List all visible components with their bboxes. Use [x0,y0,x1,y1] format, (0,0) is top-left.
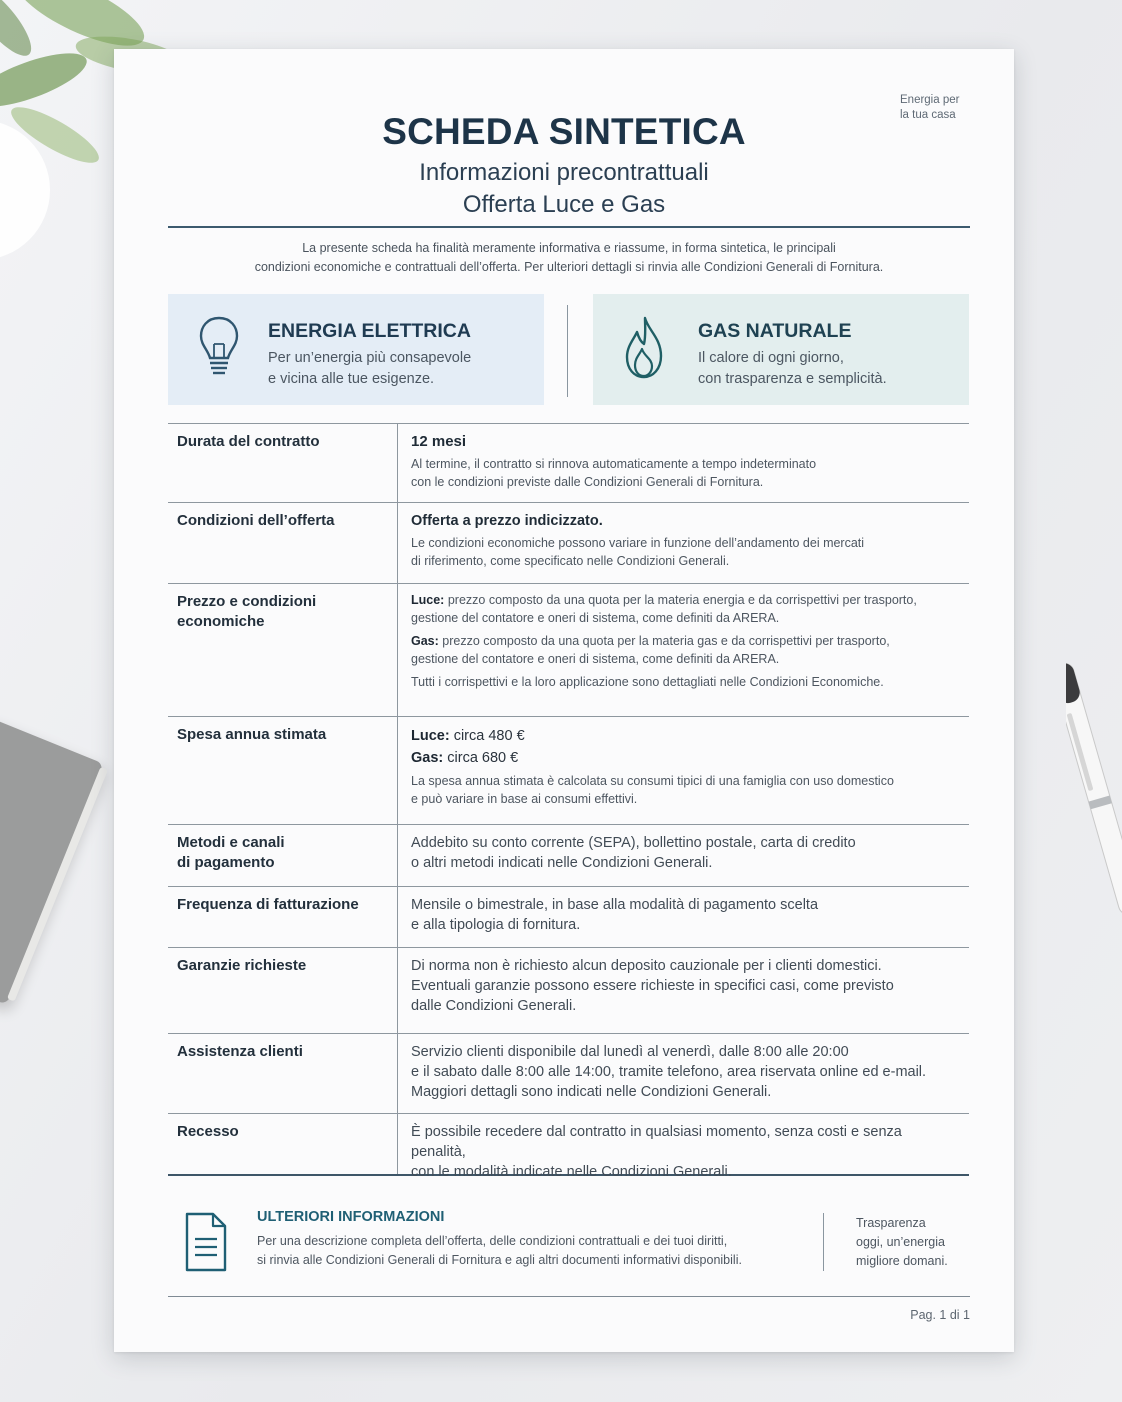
row-label [177,833,387,873]
row-value [397,948,969,1033]
footer-rule [168,1296,970,1297]
row-label-line-2: di pagamento [177,854,275,871]
document-icon [184,1211,228,1273]
row-value [397,1034,969,1113]
table-row-support [168,1033,969,1113]
row-value [397,825,969,886]
row-text-3: Maggiori dettagli sono indicati nelle Condizioni Generali. [411,1084,772,1100]
gas-text-1: prezzo composto da una quota per la materia gas e da corrispettivi per trasporto, [442,634,890,648]
table-row-guarantees [168,947,969,1033]
row-text-1: Mensile o bimestrale, in base alla modalità di pagamento scelta [411,897,819,913]
luce-key: Luce: [411,728,450,744]
row-text-1: Di norma non è richiesto alcun deposito cauzionale per i clienti domestici. [411,958,882,974]
row-note-1: Al termine, il contratto si rinnova automaticamente a tempo indeterminato [411,457,817,471]
page-title: SCHEDA SINTETICA [382,111,746,152]
footer-divider [823,1213,824,1271]
table-row-billing [168,886,969,947]
table-row-price [168,583,969,716]
electricity-card-line-2: e vicina alle tue esigenze. [268,371,435,387]
subtitle-line-1: Informazioni precontrattuali [419,159,709,186]
further-info-line-2: si rinvia alle Condizioni Generali di Fornitura e agli altri documenti informativi disponibili. [257,1253,742,1267]
row-label: Recesso [177,1123,239,1140]
table-row-duration [168,423,969,502]
further-info-text [257,1232,797,1270]
luce-text-2: gestione del contatore e oneri di sistema, come definiti da ARERA. [411,610,780,625]
further-info-title: ULTERIORI INFORMAZIONI [257,1209,445,1225]
row-text-2: o altri metodi indicati nelle Condizioni Generali. [411,855,713,871]
row-text-2: Eventuali garanzie possono essere richieste in specifici casi, come previsto [411,978,894,994]
gas-key: Gas: [411,634,439,648]
row-headline: Offerta a prezzo indicizzato. [411,513,603,529]
slogan-line-1: Trasparenza [856,1216,926,1230]
row-label: Assistenza clienti [177,1043,303,1060]
row-label: Spesa annua stimata [177,726,327,743]
row-text-1: È possibile recedere dal contratto in qualsiasi momento, senza costi e senza penalità, [411,1124,902,1160]
information-sheet [114,49,1014,1352]
row-text-2: con le modalità indicate nelle Condizioni Generali. [411,1164,732,1180]
intro-line-2: condizioni economiche e contrattuali dell’offerta. Per ulteriori dettagli si rinvia alle Condizioni Generali di Fornitura. [254,260,884,274]
summary-table [168,423,969,1180]
row-note-2: e può variare in base ai consumi effettivi. [411,791,638,806]
intro-line-1: La presente scheda ha finalità meramente informativa e riassume, in forma sintetica, le principali [302,241,836,255]
row-value [397,503,969,583]
further-info-section [168,1179,969,1297]
further-info-line-1: Per una descrizione completa dell’offerta, delle condizioni contrattuali e dei tuoi diritti, [257,1234,728,1248]
row-label-line-1: Metodi e canali [177,834,285,851]
flame-icon [621,314,667,382]
row-label: Frequenza di fatturazione [177,896,359,913]
cards-divider [567,305,568,397]
page-subtitle [114,157,1014,221]
electricity-card-title: ENERGIA ELETTRICA [268,320,471,342]
table-row-annual-cost [168,716,969,824]
slogan-line-2: oggi, un’energia [856,1235,945,1249]
price-note: Tutti i corrispettivi e la loro applicazione sono dettagliati nelle Condizioni Economiche. [411,675,884,689]
row-label-line-2: economiche [177,613,265,630]
row-label-line-1: Prezzo e condizioni [177,593,317,610]
gas-card-title: GAS NATURALE [698,320,852,342]
gas-value: circa 680 € [447,750,519,766]
pen-decoration [1066,648,1122,958]
luce-value: circa 480 € [453,728,525,744]
row-label: Condizioni dell’offerta [177,512,335,529]
electricity-card [168,294,544,405]
row-value [397,1114,969,1180]
gas-card-line-1: Il calore di ogni giorno, [698,350,844,366]
row-note-1: Le condizioni economiche possono variare in funzione dell’andamento dei mercati [411,536,865,550]
page-number: Pag. 1 di 1 [910,1308,970,1322]
row-text-3: dalle Condizioni Generali. [411,998,577,1014]
row-label: Durata del contratto [177,433,320,450]
row-text-2: e alla tipologia di fornitura. [411,917,581,933]
intro-text [214,239,924,277]
row-headline: 12 mesi [411,433,467,450]
row-note-2: di riferimento, come specificato nelle Condizioni Generali. [411,553,730,568]
gas-card-text [698,348,958,390]
slogan-line-3: migliore domani. [856,1254,948,1268]
gas-text-2: gestione del contatore e oneri di sistema, come definiti da ARERA. [411,651,780,666]
electricity-card-line-1: Per un’energia più consapevole [268,350,472,366]
table-row-payment [168,824,969,886]
row-text-2: e il sabato dalle 8:00 alle 14:00, tramite telefono, area riservata online ed e-mail. [411,1064,927,1080]
row-value [397,887,969,947]
slogan [856,1214,966,1271]
lightbulb-icon [196,314,242,382]
gas-card [593,294,969,405]
row-note-2: con le condizioni previste dalle Condizioni Generali di Fornitura. [411,474,764,489]
subtitle-line-2: Offerta Luce e Gas [462,191,666,218]
row-text-1: Servizio clienti disponibile dal lunedì al venerdì, dalle 8:00 alle 20:00 [411,1044,849,1060]
row-value [397,717,969,824]
table-row-withdrawal [168,1113,969,1180]
table-row-conditions [168,502,969,583]
row-text-1: Addebito su conto corrente (SEPA), bollettino postale, carta di credito [411,835,856,851]
row-note-1: La spesa annua stimata è calcolata su consumi tipici di una famiglia con uso domestico [411,774,894,788]
header-divider [168,226,970,228]
gas-card-line-2: con trasparenza e semplicità. [698,371,887,387]
row-value [397,424,969,502]
luce-key: Luce: [411,593,445,607]
gas-key: Gas: [411,750,444,766]
luce-text-1: prezzo composto da una quota per la materia energia e da corrispettivi per trasporto, [447,593,917,607]
electricity-card-text [268,348,528,390]
row-value [397,584,969,716]
row-label [177,592,387,632]
brand-note: Energia per la tua casa [900,94,960,121]
row-label: Garanzie richieste [177,957,307,974]
